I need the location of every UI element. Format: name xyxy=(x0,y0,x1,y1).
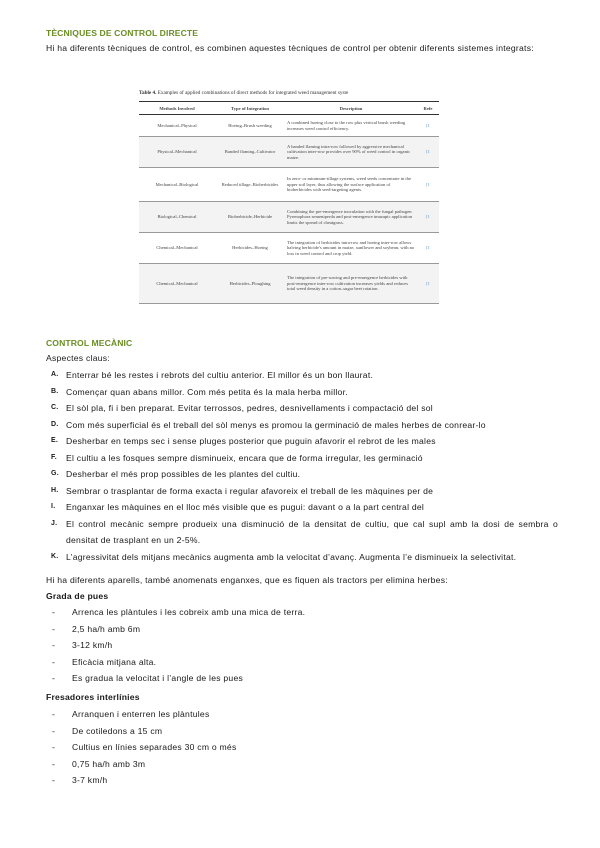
table-header-methods: Methods Involved xyxy=(139,102,215,115)
grada-list xyxy=(46,604,546,687)
table-cell: The integration of herbicides intra-row and hoeing inter-row allows halving herbicide's amount in maize, sunflower and soybean, with no loss in weed control and crop yield. xyxy=(285,233,417,264)
table-cell: Banded flaming–Cultivator xyxy=(215,137,285,168)
list-item xyxy=(46,756,546,773)
list-marker: F. xyxy=(51,453,57,461)
table-header-type: Type of Integration xyxy=(215,102,285,115)
section-heading-mechanical-control: CONTROL MECÀNIC xyxy=(46,338,133,348)
table-caption-text: Examples of applied combinations of direct methods for integrated weed management syste xyxy=(157,90,349,96)
list-item xyxy=(46,466,558,483)
table-row xyxy=(139,233,439,264)
list-item-text: Com més superficial és el treball del sòl menys es promou la germinació de males herbes de conrear-lo xyxy=(66,419,486,430)
table-cell: Herbicides–Hoeing xyxy=(215,233,285,264)
table-row xyxy=(139,202,439,233)
table-figure xyxy=(139,90,439,322)
table-row xyxy=(139,168,439,202)
list-item xyxy=(46,483,558,500)
dash-marker: - xyxy=(52,725,56,736)
list-item xyxy=(46,772,546,789)
list-item-text: 3-7 km/h xyxy=(72,775,108,785)
list-item-text: Enganxar les màquines en el lloc més visible que es pugui: davant o a la part central del xyxy=(66,502,425,512)
list-item-text: 2,5 ha/h amb 6m xyxy=(72,623,141,634)
subheading-grada-de-pues: Grada de pues xyxy=(46,591,109,601)
dash-marker: - xyxy=(52,758,56,769)
table-cell: Bioherbicide–Herbicide xyxy=(215,202,285,233)
key-aspects-list xyxy=(46,367,558,565)
list-item-text: Començar quan abans millor. Com més petita és la mala herba millor. xyxy=(66,386,348,397)
list-item xyxy=(46,450,558,467)
list-item xyxy=(46,417,558,434)
table-row xyxy=(139,115,439,137)
list-marker: B. xyxy=(51,387,59,395)
table-cell: Biological–Chemical xyxy=(139,202,215,233)
table-cell: Mechanical–Biological xyxy=(139,168,215,202)
section-heading-direct-control: TÈCNIQUES DE CONTROL DIRECTE xyxy=(46,28,199,38)
list-item-text: 0,75 ha/h amb 3m xyxy=(72,758,146,769)
table-cell: Reduced tillage–Bioherbicides xyxy=(215,168,285,202)
table-ref-link[interactable]: [1 xyxy=(417,233,439,264)
list-marker: A. xyxy=(51,371,59,378)
dash-marker: - xyxy=(52,673,56,683)
list-marker: J. xyxy=(51,519,58,527)
table-caption xyxy=(139,90,439,96)
table-cell: Herbicides–Ploughing xyxy=(215,264,285,304)
table-cell: Combining the pre-emergence inoculation with the fungal pathogen Pyrenophora semeniperda and post-emergence imazapic application limits the spread of cheatgrass. xyxy=(285,202,417,233)
fresadores-list xyxy=(46,706,546,789)
dash-marker: - xyxy=(52,640,56,650)
table-cell: Mechanical–Physical xyxy=(139,115,215,137)
list-item-text: De cotiledons a 15 cm xyxy=(72,725,163,736)
list-marker: I. xyxy=(51,503,56,510)
subheading-fresadores-interlinies: Fresadores interlínies xyxy=(46,692,140,702)
list-item xyxy=(46,433,558,450)
table-cell: Chemical–Mechanical xyxy=(139,233,215,264)
list-item xyxy=(46,706,546,723)
list-marker: K. xyxy=(51,552,59,560)
list-marker: G. xyxy=(51,470,59,477)
list-item xyxy=(46,670,546,687)
list-item xyxy=(46,739,546,756)
table-cell: A combined hoeing close to the row plus vertical brush weeding increases weed control efficiency. xyxy=(285,115,417,137)
table-cell: Chemical–Mechanical xyxy=(139,264,215,304)
table-cell: The integration of pre-sowing and pre-emergence herbicides with post-emergence inter-row cultivation increases yields and reduces total weed density in a cotton–sugar beet rotation. xyxy=(285,264,417,304)
list-item-text: El sòl pla, fi i ben preparat. Evitar terrossos, pedres, desnivellaments i compactació del sol xyxy=(66,403,433,413)
list-marker: H. xyxy=(51,486,59,494)
list-item xyxy=(46,516,558,549)
table-row xyxy=(139,137,439,168)
list-item-text: Desherbar en temps sec i sense pluges posterior que puguin afavorir el rebrot de les males xyxy=(66,436,436,446)
list-item xyxy=(46,499,558,516)
intro-paragraph: Hi ha diferents tècniques de control, es combinen aquestes tècniques de control per obtenir diferents sistemes integrats: xyxy=(46,43,534,53)
table-ref-link[interactable]: [1 xyxy=(417,115,439,137)
dash-marker: - xyxy=(52,775,56,785)
weed-management-table xyxy=(139,101,439,304)
list-item xyxy=(46,604,546,621)
table-header-reference: Refe xyxy=(417,102,439,115)
table-cell: Hoeing–Brush weeding xyxy=(215,115,285,137)
table-cell: A banded flaming intra-row followed by aggressive mechanical cultivation inter-row provides over 90% of weed control in organic maize. xyxy=(285,137,417,168)
list-item-text: Desherbar el més prop possibles de les plantes del cultiu. xyxy=(66,469,301,479)
list-item-text: Enterrar bé les restes i rebrots del cultiu anterior. El millor és un bon llaurat. xyxy=(66,370,374,380)
list-item-text: Sembrar o trasplantar de forma exacta i regular afavoreix el treball de les màquines per de xyxy=(66,485,434,496)
table-cell: In zero- or minimum-tillage systems, weed seeds concentrate in the upper soil layer, thus allowing the surface application of bioherbicides with seed-targeting agents. xyxy=(285,168,417,202)
list-marker: E. xyxy=(51,437,59,444)
dash-marker: - xyxy=(52,656,56,667)
list-item xyxy=(46,400,558,417)
dash-marker: - xyxy=(52,623,56,634)
list-marker: C. xyxy=(51,404,59,411)
apparatus-paragraph: Hi ha diferents aparells, també anomenats enganxes, que es fiquen als tractors per elimina herbes: xyxy=(46,575,448,585)
list-marker: D. xyxy=(51,420,59,428)
list-item xyxy=(46,621,546,638)
dash-marker: - xyxy=(52,742,56,752)
list-item-text: El control mecànic sempre produeix una disminució de la densitat de cultiu, que cal supl amb la dosi de sembra o densitat de trasplant en un 2-5%. xyxy=(66,518,558,545)
table-cell: Physical–Mechanical xyxy=(139,137,215,168)
dash-marker: - xyxy=(52,709,56,719)
list-item xyxy=(46,384,558,401)
list-item-text: Arrenca les plàntules i les cobreix amb una mica de terra. xyxy=(72,607,306,617)
list-item xyxy=(46,367,558,384)
list-item-text: L’agressivitat dels mitjans mecànics augmenta amb la velocitat d’avanç. Augmenta l’e disminueix la selectivitat. xyxy=(66,551,517,562)
aspects-label: Aspectes claus: xyxy=(46,353,110,363)
list-item-text: Eficàcia mitjana alta. xyxy=(72,656,157,667)
list-item-text: 3-12 km/h xyxy=(72,640,113,650)
table-ref-link[interactable]: [1 xyxy=(417,137,439,168)
table-header-description: Description xyxy=(285,102,417,115)
list-item xyxy=(46,549,558,566)
list-item-text: Cultius en línies separades 30 cm o més xyxy=(72,742,237,752)
dash-marker: - xyxy=(52,607,56,617)
list-item-text: El cultiu a les fosques sempre disminueix, encara que de forma irregular, les germinació xyxy=(66,452,423,463)
table-ref-link[interactable]: [1 xyxy=(417,168,439,202)
list-item-text: Es gradua la velocitat i l’angle de les pues xyxy=(72,673,244,683)
list-item-text: Arranquen i enterren les plàntules xyxy=(72,709,210,719)
list-item xyxy=(46,654,546,671)
table-row xyxy=(139,264,439,304)
table-ref-link[interactable]: [1 xyxy=(417,264,439,304)
list-item xyxy=(46,637,546,654)
list-item xyxy=(46,723,546,740)
table-caption-label: Table 4. xyxy=(139,90,157,96)
table-ref-link[interactable]: [1 xyxy=(417,202,439,233)
